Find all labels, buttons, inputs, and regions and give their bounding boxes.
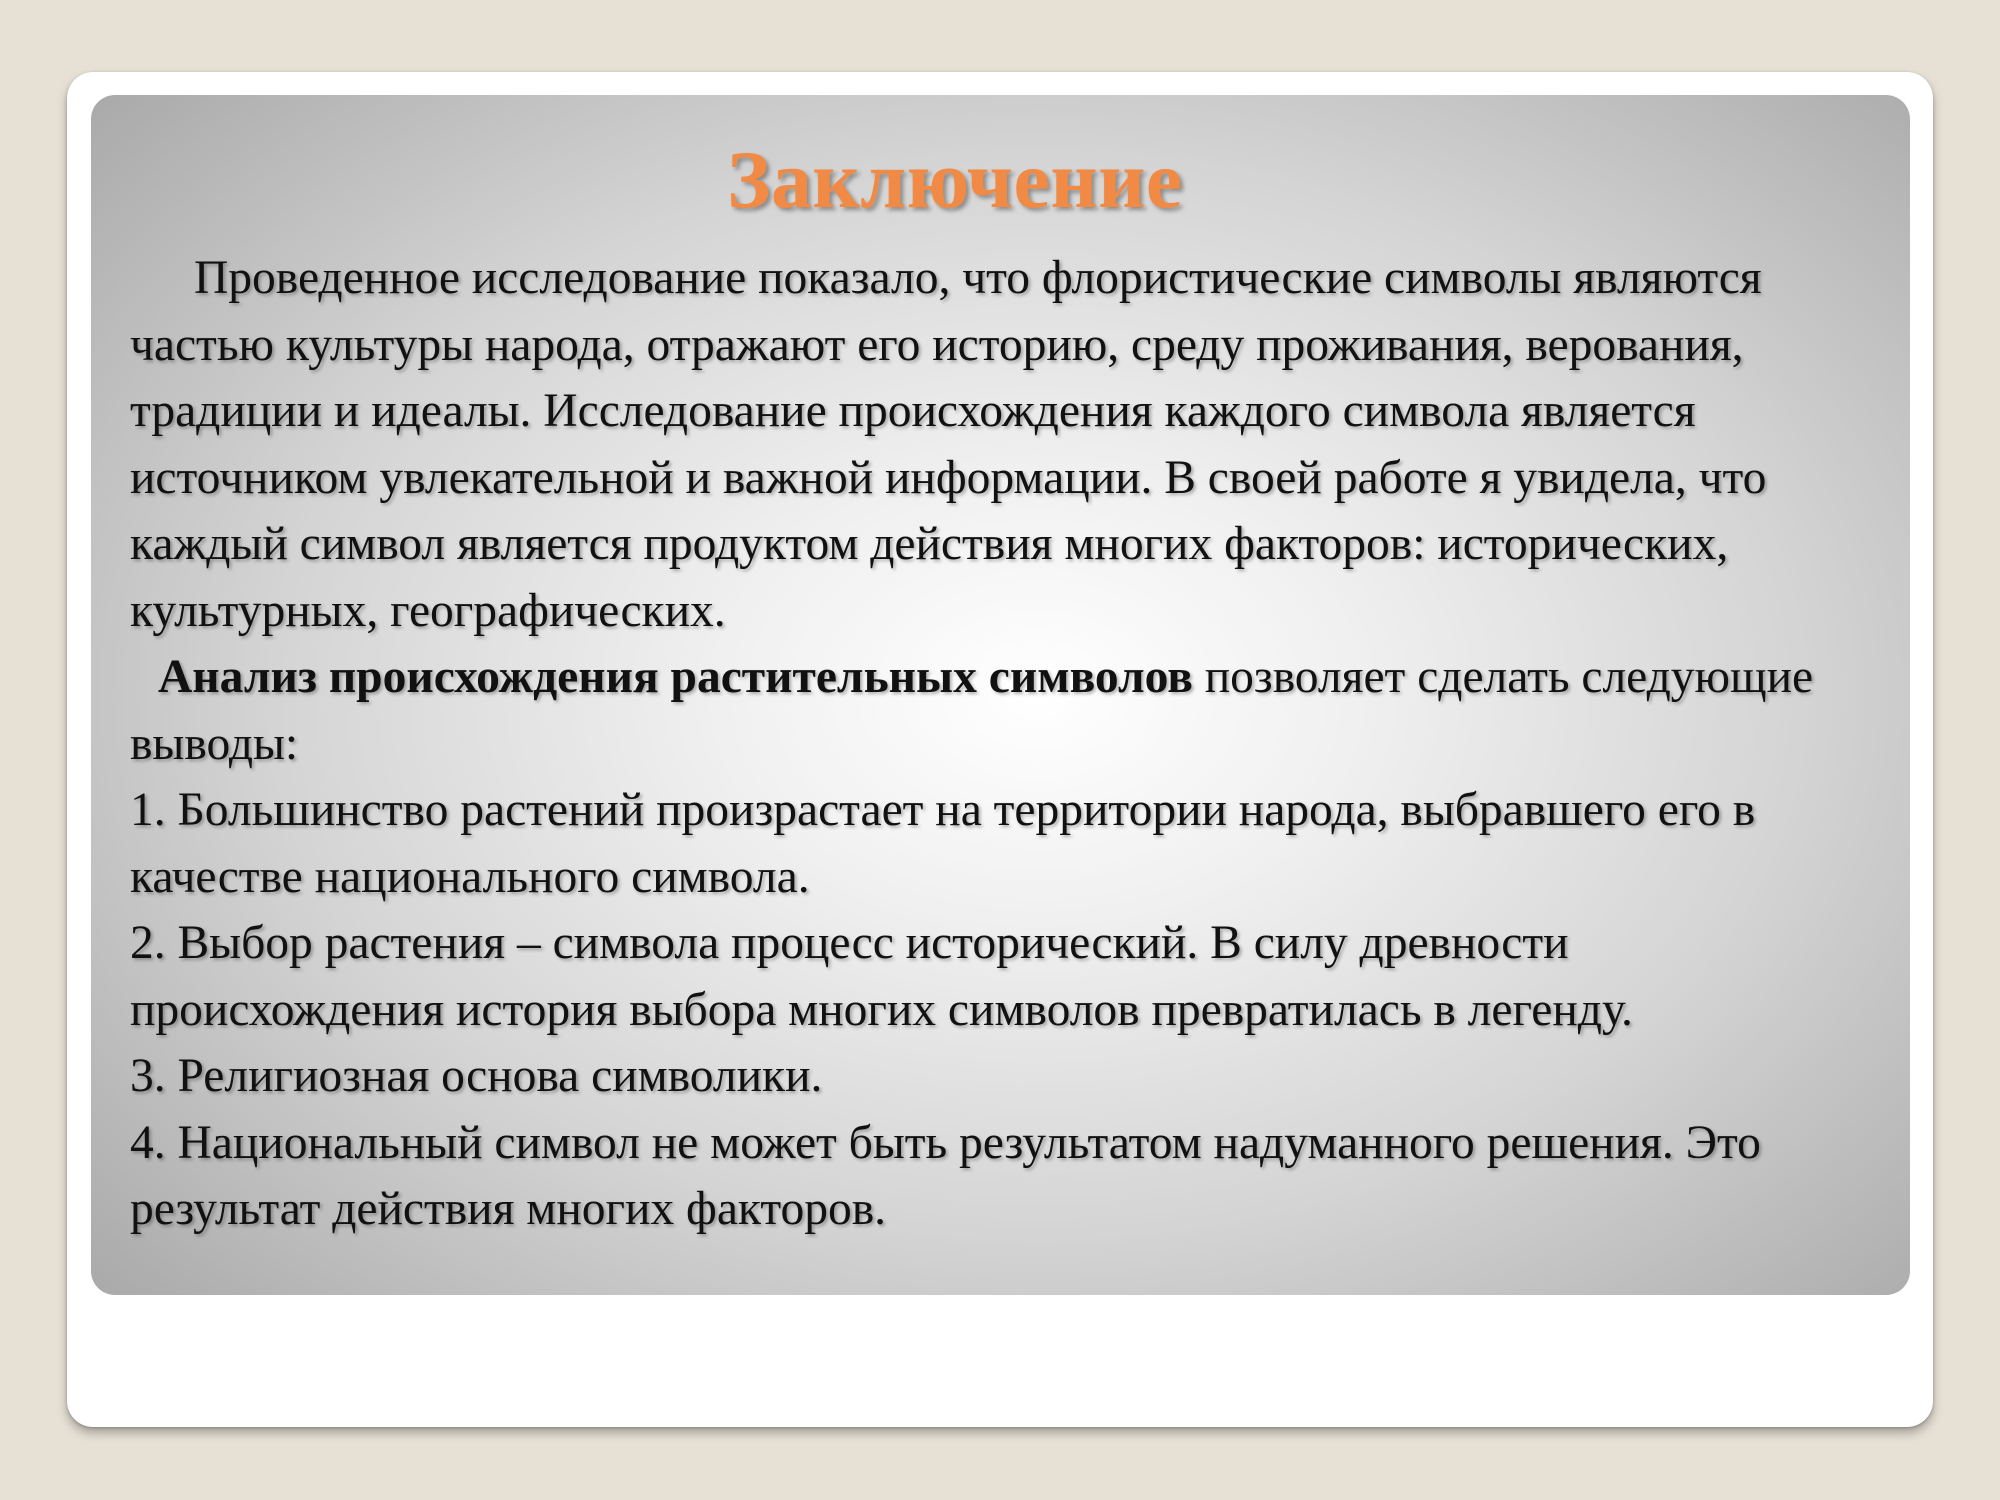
conclusion-item-1: 1. Большинство растений произрастает на территории народа, выбравшего его в качестве национального символа. xyxy=(130,784,1756,903)
conclusion-item-3: 3. Религиозная основа символики. xyxy=(130,1050,823,1102)
intro-paragraph: Проведенное исследование показало, что флористические символы являются частью культуры народа, отражают его историю, среду проживания, верования, традиции и идеалы. Исследование происхождения каждого символа является источником увлекательной и важной информации. В своей работе я увидела, что каждый символ является продуктом действия многих факторов: исторических, культурных, географических. xyxy=(130,252,1767,637)
slide-title: Заключение xyxy=(727,134,1183,225)
analysis-heading: Анализ происхождения растительных символов xyxy=(158,651,1193,703)
analysis-paragraph xyxy=(130,644,1890,777)
slide-body xyxy=(130,245,1890,1243)
conclusion-item-2: 2. Выбор растения – символа процесс исторический. В силу древности происхождения история выбора многих символов превратилась в легенду. xyxy=(130,917,1633,1036)
analysis-lead-in: позволяет сделать следующие выводы: xyxy=(130,651,1814,770)
conclusion-item-4: 4. Национальный символ не может быть результатом надуманного решения. Это результат действия многих факторов. xyxy=(130,1116,1761,1235)
